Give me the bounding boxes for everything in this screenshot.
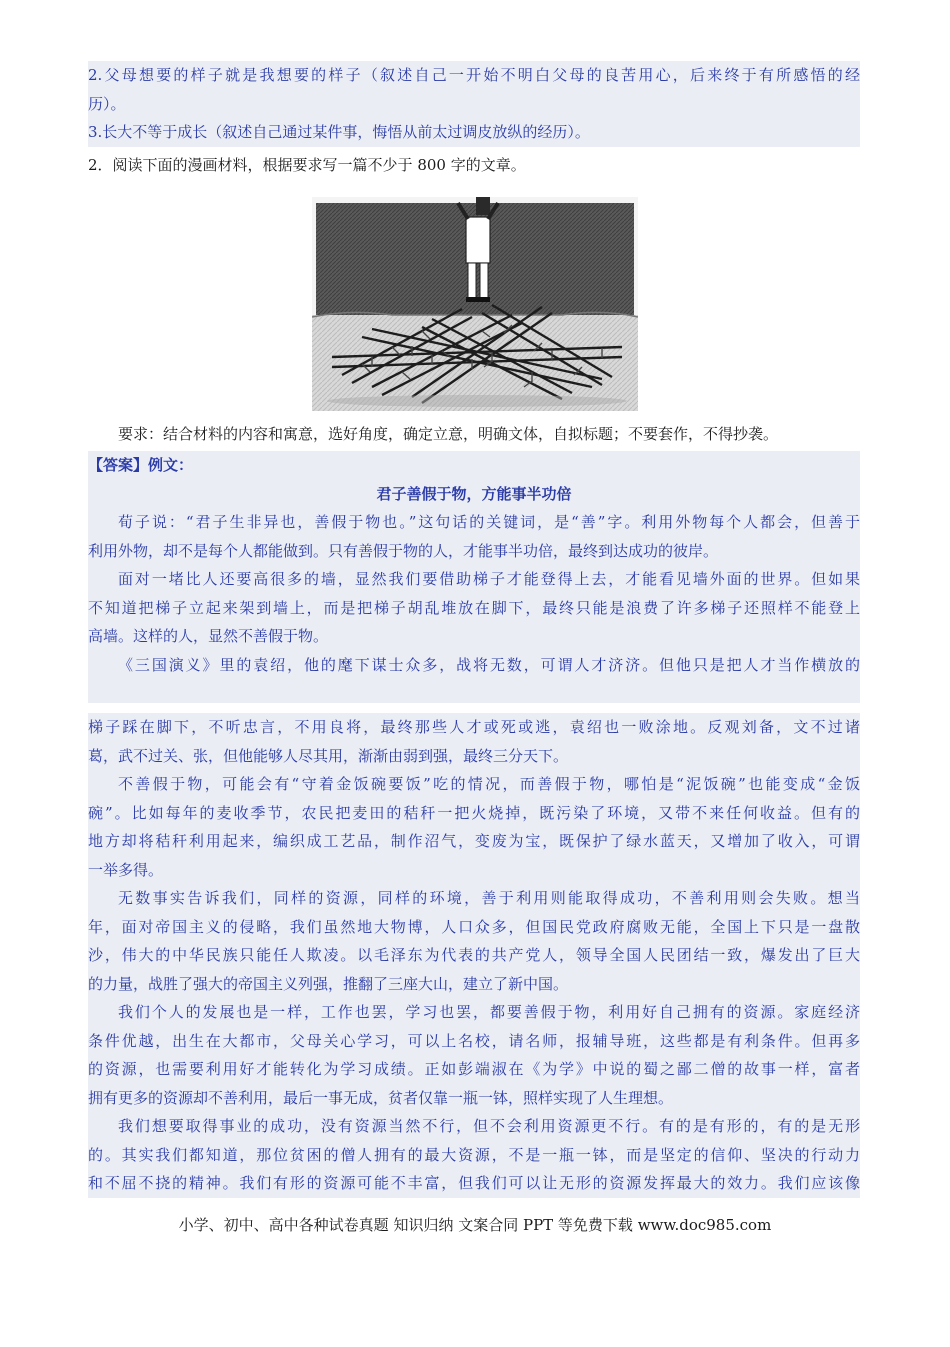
essay-para-b-line-5: 地方却将秸秆利用起来，编织成工艺品，制作沼气，变废为宝，既保护了绿水蓝天，又增加了收入，可谓 <box>88 832 860 850</box>
essay-para-b-line-15: 我们想要取得事业的成功，没有资源当然不行，但不会利用资源更不行。有的是有形的，有的是无形 <box>118 1117 860 1135</box>
comic-ladders-drawing <box>312 197 638 411</box>
essay-para-a-line-5: 高墙。这样的人，显然不善假于物。 <box>88 627 329 645</box>
essay-para-b-line-16: 的。其实我们都知道，那位贫困的僧人拥有的最大资源，不是一瓶一钵，而是坚定的信仰、坚决的行动力 <box>88 1145 860 1164</box>
essay-para-a-line-6: 《三国演义》里的袁绍，他的麾下谋士众多，战将无数，可谓人才济济。但他只是把人才当作横放的 <box>118 655 860 674</box>
essay-para-a-line-2: 利用外物，却不是每个人都能做到。只有善假于物的人，才能事半功倍，最终到达成功的彼岸。 <box>88 541 719 560</box>
essay-para-b-line-1: 梯子踩在脚下，不听忠言，不用良将，最终那些人才或死或逃，袁绍也一败涂地。反观刘备，文不过诸 <box>88 718 860 736</box>
essay-para-a-line-3: 面对一堵比人还要高很多的墙，显然我们要借助梯子才能登得上去，才能看见墙外面的世界。但如果 <box>118 570 860 588</box>
option-2-line-1: 2.父母想要的样子就是我想要的样子（叙述自己一开始不明白父母的良苦用心，后来终于有所感悟的经 <box>88 66 860 84</box>
question-block <box>88 151 860 180</box>
essay-para-b-line-10: 的力量，战胜了强大的帝国主义列强，推翻了三座大山，建立了新中国。 <box>88 974 569 993</box>
answer-block-a <box>88 451 860 703</box>
option-3: 3.长大不等于成长（叙述自己通过某件事，悔悟从前太过调皮放纵的经历）。 <box>88 123 590 141</box>
answer-block-b <box>88 713 860 1198</box>
essay-para-b-line-8: 年，面对帝国主义的侵略，我们虽然地大物博，人口众多，但国民党政府腐败无能，全国上下只是一盘散 <box>88 917 860 936</box>
requirement-text: 要求：结合材料的内容和寓意，选好角度，确定立意，明确文体，自拟标题；不要套作，不得抄袭。 <box>118 425 779 443</box>
essay-para-b-line-17: 和不屈不挠的精神。我们有形的资源可能不丰富，但我们可以让无形的资源发挥最大的效力。我们应该像 <box>88 1174 860 1192</box>
essay-para-b-line-11: 我们个人的发展也是一样，工作也罢，学习也罢，都要善假于物，利用好自己拥有的资源。家庭经济 <box>118 1003 860 1021</box>
essay-title: 君子善假于物，方能事半功倍 <box>376 484 572 503</box>
essay-para-b-line-4: 碗”。比如每年的麦收季节，农民把麦田的秸秆一把火烧掉，既污染了环境，又带不来任何收益。但有的 <box>88 803 860 822</box>
option-2-line-2: 历）。 <box>88 94 126 113</box>
essay-para-b-line-3: 不善假于物，可能会有“守着金饭碗要饭”吃的情况，而善假于物，哪怕是“泥饭碗”也能变成“金饭 <box>118 775 860 793</box>
essay-para-a-line-4: 不知道把梯子立起来架到墙上，而是把梯子胡乱堆放在脚下，最终只能是浪费了许多梯子还照样不能登上 <box>88 598 860 617</box>
page-footer: 小学、初中、高中各种试卷真题 知识归纳 文案合同 PPT 等免费下载 www.doc985.com <box>178 1216 772 1234</box>
comic-illustration <box>312 197 638 411</box>
requirement-block <box>88 420 860 449</box>
essay-para-a-line-1: 荀子说：“君子生非异也，善假于物也。”这句话的关键词，是“善”字。利用外物每个人都会，但善于 <box>118 513 860 531</box>
essay-para-b-line-13: 的资源，也需要利用好才能转化为学习成绩。正如彭端淑在《为学》中说的蜀之鄙二僧的故事一样，富者 <box>88 1060 860 1078</box>
question-text: 2．阅读下面的漫画材料，根据要求写一篇不少于 800 字的文章。 <box>88 156 526 174</box>
essay-para-b-line-9: 沙，伟大的中华民族只能任人欺凌。以毛泽东为代表的共产党人，领导全国人民团结一致，爆发出了巨大 <box>88 946 860 964</box>
essay-para-b-line-14: 拥有更多的资源却不善利用，最后一事无成，贫者仅靠一瓶一钵，照样实现了人生理想。 <box>88 1088 674 1107</box>
essay-para-b-line-2: 葛，武不过关、张，但他能够人尽其用，渐渐由弱到强，最终三分天下。 <box>88 746 569 765</box>
answer-label: 【答案】例文： <box>88 456 194 474</box>
essay-para-b-line-12: 条件优越，出生在大都市，父母关心学习，可以上名校，请名师，报辅导班，这些都是有利条件。但再多 <box>88 1031 860 1050</box>
essay-para-b-line-7: 无数事实告诉我们，同样的资源，同样的环境，善于利用则能取得成功，不善利用则会失败。想当 <box>118 889 860 907</box>
prompt-options-block <box>88 61 860 147</box>
essay-para-b-line-6: 一举多得。 <box>88 860 164 879</box>
